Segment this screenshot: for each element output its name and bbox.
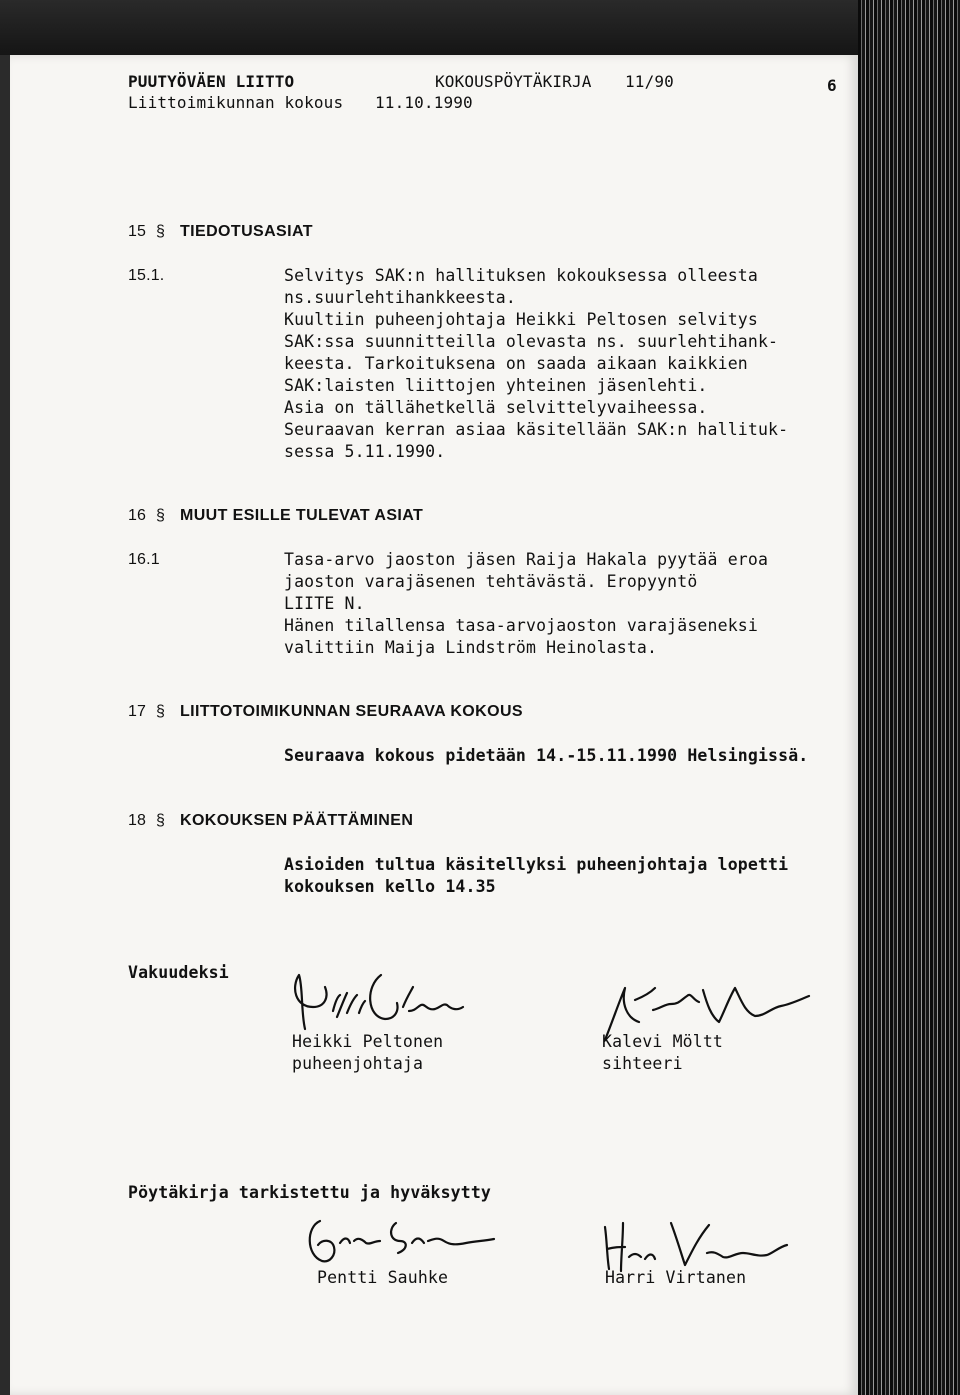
section-16-number: 16 xyxy=(128,507,147,524)
section-17-title: LIITTOTOIMIKUNNAN SEURAAVA KOKOUS xyxy=(180,703,523,720)
reviewer-name: Harri Virtanen xyxy=(605,1268,747,1287)
signer-name: Heikki Peltonen xyxy=(292,1032,444,1051)
signer-role: sihteeri xyxy=(602,1054,683,1073)
header-doc-number: 11/90 xyxy=(625,72,674,91)
review-label: Pöytäkirja tarkistettu ja hyväksytty xyxy=(128,1183,492,1202)
item-15-1-line: ns.suurlehtihankkeesta. xyxy=(284,288,516,307)
item-16-1-line: valittiin Maija Lindström Heinolasta. xyxy=(284,638,658,657)
scan-top-border xyxy=(0,0,960,55)
header-org: PUUTYÖVÄEN LIITTO xyxy=(128,72,295,91)
header-date: 11.10.1990 xyxy=(375,93,473,112)
book-page-edges xyxy=(858,0,960,1395)
item-15-1-line: Kuultiin puheenjohtaja Heikki Peltosen selvitys xyxy=(284,310,758,329)
item-15-1-line: SAK:laisten liittojen yhteinen jäsenlehti. xyxy=(284,376,708,395)
item-15-1-line: sessa 5.11.1990. xyxy=(284,442,446,461)
section-18-symbol: § xyxy=(156,812,166,829)
item-15-1-line: SAK:ssa suunnitteilla olevasta ns. suurlehtihank- xyxy=(284,332,779,351)
signature-peltonen xyxy=(285,967,515,1037)
section-18-line: Asioiden tultua käsitellyksi puheenjohtaja lopetti xyxy=(284,855,789,874)
signer-name: Kalevi Möltt xyxy=(602,1032,724,1051)
signature-sauhke xyxy=(300,1215,500,1275)
item-16-1-line: Tasa-arvo jaoston jäsen Raija Hakala pyytää eroa xyxy=(284,550,769,569)
section-18-line: kokouksen kello 14.35 xyxy=(284,877,496,896)
attestation-label: Vakuudeksi xyxy=(128,963,229,982)
section-15-title: TIEDOTUSASIAT xyxy=(180,223,313,240)
section-18-number: 18 xyxy=(128,812,147,829)
section-16-title: MUUT ESILLE TULEVAT ASIAT xyxy=(180,507,424,524)
item-15-1-line: Seuraavan kerran asiaa käsitellään SAK:n hallituk- xyxy=(284,420,789,439)
section-15-symbol: § xyxy=(156,223,166,240)
section-17-symbol: § xyxy=(156,703,166,720)
document-page xyxy=(10,55,858,1395)
scan-left-border xyxy=(0,55,10,1395)
header-meeting: Liittoimikunnan kokous xyxy=(128,93,344,112)
item-16-1-line: jaoston varajäsenen tehtävästä. Eropyyntö xyxy=(284,572,698,591)
section-15-number: 15 xyxy=(128,223,147,240)
item-16-1-line: Hänen tilallensa tasa-arvojaoston varajäseneksi xyxy=(284,616,758,635)
header-doc-type: KOKOUSPÖYTÄKIRJA xyxy=(435,72,592,91)
signer-role: puheenjohtaja xyxy=(292,1054,424,1073)
item-15-1-line: keesta. Tarkoituksena on saada aikaan kaikkien xyxy=(284,354,748,373)
section-18-title: KOKOUKSEN PÄÄTTÄMINEN xyxy=(180,812,414,829)
section-16-symbol: § xyxy=(156,507,166,524)
section-17-number: 17 xyxy=(128,703,147,720)
item-15-1-number: 15.1. xyxy=(128,267,165,284)
item-15-1-line: Asia on tällähetkellä selvittelyvaiheessa. xyxy=(284,398,708,417)
signature-moltt xyxy=(595,970,825,1040)
item-16-1-number: 16.1 xyxy=(128,551,160,568)
section-17-text: Seuraava kokous pidetään 14.-15.11.1990 Helsingissä. xyxy=(284,746,809,765)
reviewer-name: Pentti Sauhke xyxy=(317,1268,449,1287)
item-15-1-line: Selvitys SAK:n hallituksen kokouksessa olleesta xyxy=(284,266,758,285)
item-16-1-line: LIITE N. xyxy=(284,594,365,613)
header-page-number: 6 xyxy=(827,76,837,95)
